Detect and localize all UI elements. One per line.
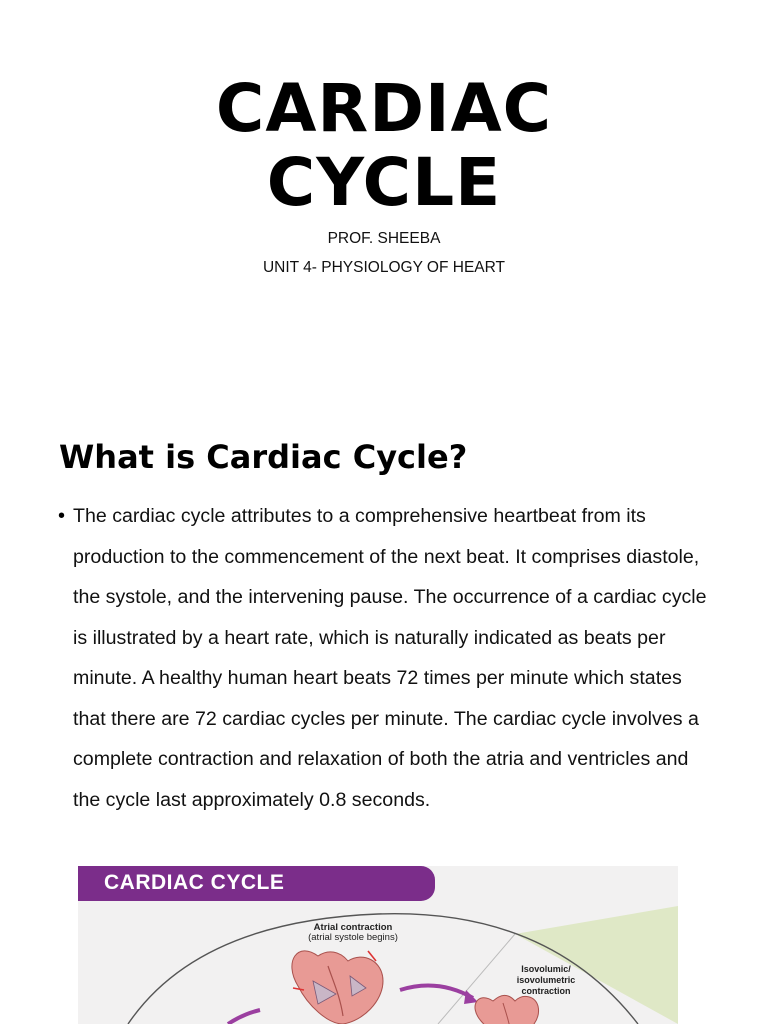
isovolumic-contraction-label: Isovolumic/ isovolumetric contraction bbox=[516, 964, 576, 996]
cardiac-cycle-diagram bbox=[78, 866, 678, 1024]
bullet-list bbox=[58, 496, 708, 820]
slide-title bbox=[0, 72, 768, 220]
bullet-paragraph: The cardiac cycle attributes to a comprehensive heartbeat from its production to the commencement of the next beat. It comprises diastole, the systole, and the intervening pause. The occurrence of a cardiac cycle is illustrated by a heart rate, which is naturally indicated as beats per minute. A healthy human heart beats 72 times per minute which states that there are 72 cardiac cycles per minute. The cardiac cycle involves a complete contraction and relaxation of both the atria and ventricles and the cycle last approximately 0.8 seconds. bbox=[73, 505, 707, 811]
section-heading: What is Cardiac Cycle? bbox=[59, 438, 468, 476]
heart-icon bbox=[475, 995, 539, 1024]
author-subtitle: PROF. SHEEBA bbox=[327, 230, 441, 247]
bullet-icon: • bbox=[58, 505, 66, 527]
unit-subtitle: UNIT 4- PHYSIOLOGY OF HEART bbox=[262, 259, 506, 276]
atrial-systole-label: (atrial systole begins) bbox=[308, 932, 398, 943]
title-slide bbox=[0, 0, 768, 380]
figure-banner-title: CARDIAC CYCLE bbox=[104, 871, 285, 894]
title-line-2: CYCLE bbox=[266, 144, 502, 221]
atrial-contraction-label: Atrial contraction bbox=[313, 922, 393, 933]
title-line-1: CARDIAC bbox=[215, 70, 553, 147]
figure-banner bbox=[78, 866, 435, 901]
heart-icon bbox=[292, 951, 383, 1024]
